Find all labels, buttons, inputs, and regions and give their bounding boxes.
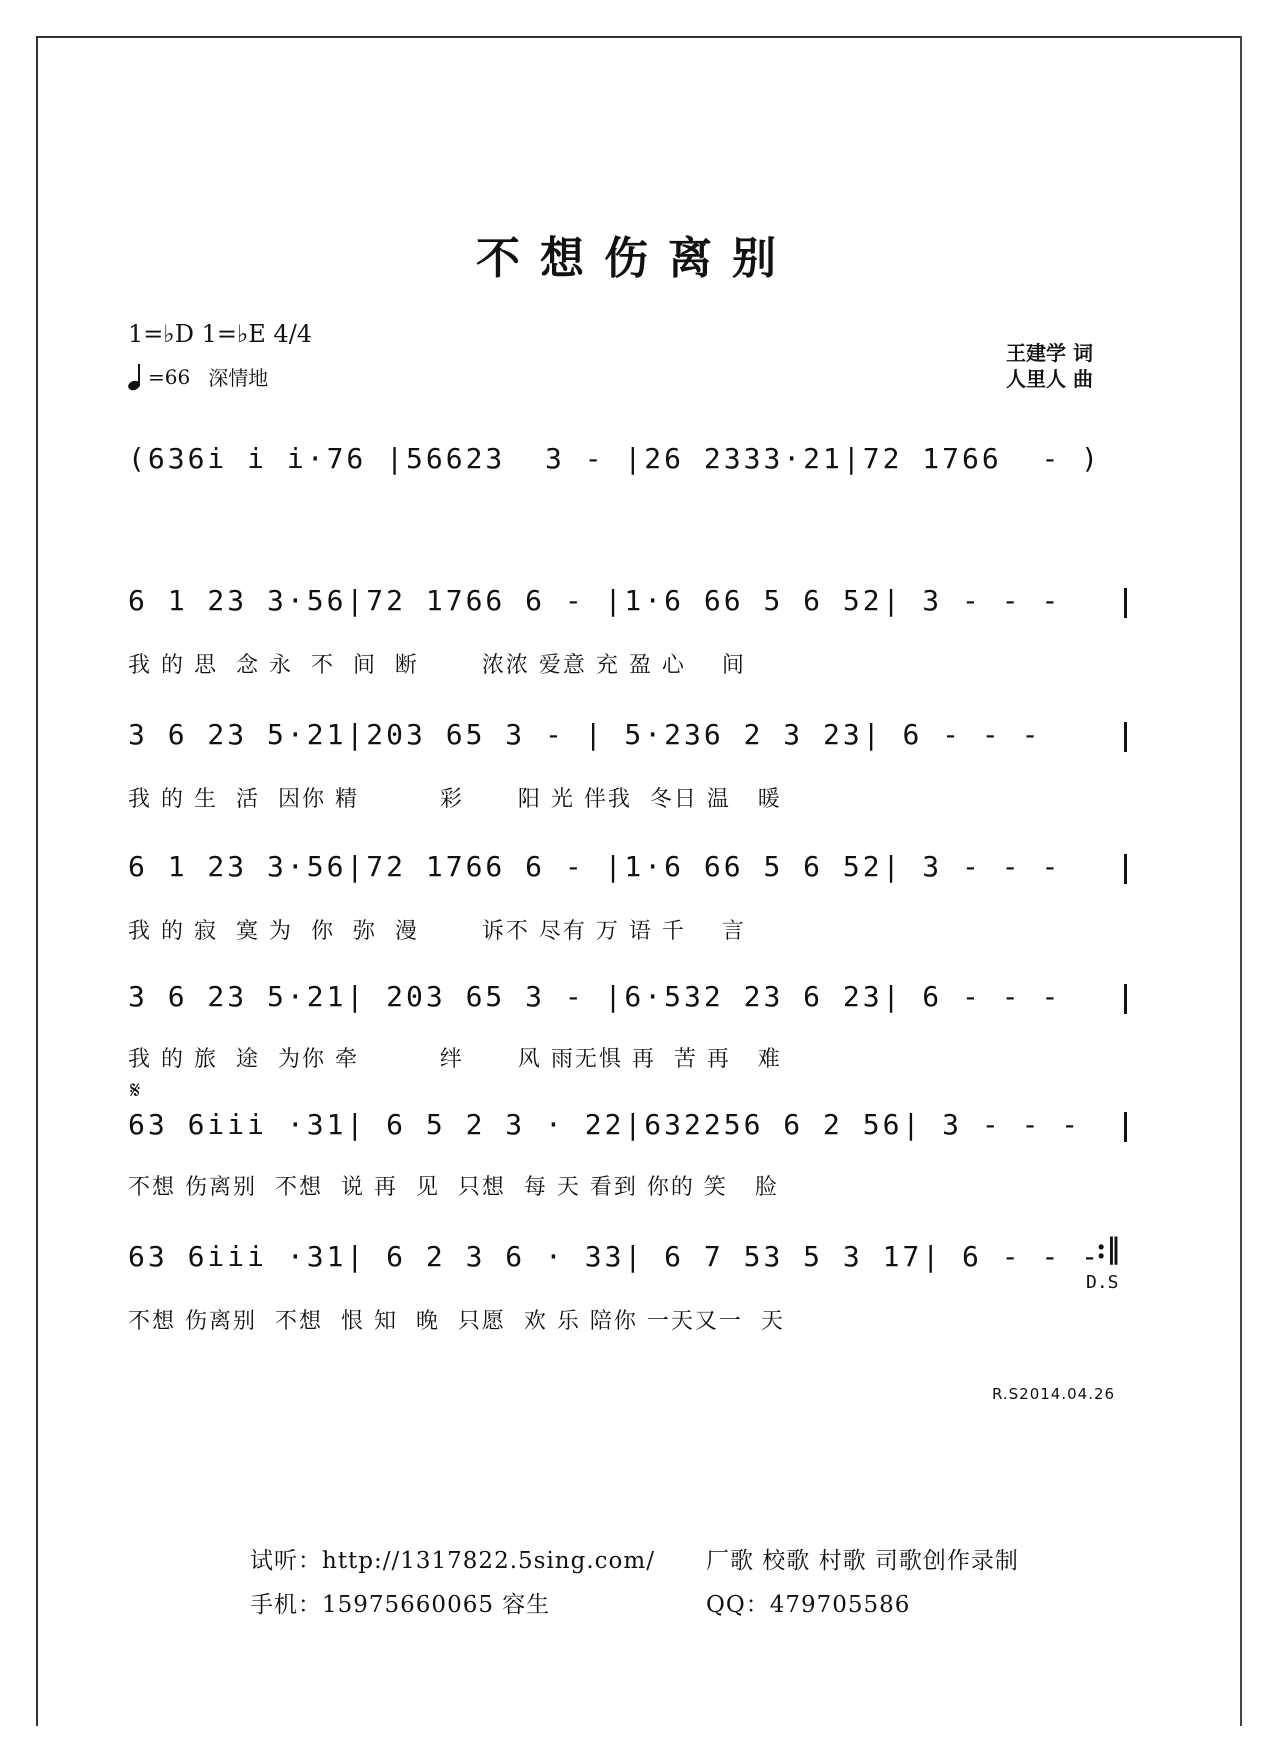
notation-line: 3 6 23 5·21|203 65 3 - | 5·236 2 3 23| 6 - - - [128, 718, 1042, 751]
notation-line: 6 1 23 3·56|72 1766 6 - |1·6 66 5 6 52| 3 - - - [128, 584, 1062, 617]
key-signature: 1=♭D 1=♭E 4/4 [128, 320, 313, 348]
bar-line [1124, 1112, 1127, 1142]
lyrics-line-2: 我 的 生 活 因你 精 彩 阳 光 伴我 冬日 温 暖 [128, 787, 782, 812]
bar-line [1124, 854, 1127, 884]
notation-line: 6 1 23 3·56|72 1766 6 - |1·6 66 5 6 52| 3 - - - [128, 850, 1062, 883]
repeat-sign: :‖ [1096, 1232, 1121, 1265]
score-row-intro [128, 440, 1138, 500]
credits [1006, 340, 1093, 392]
lyrics-line-4: 我 的 旅 途 为你 牵 绊 风 雨无惧 再 苦 再 难 [128, 1047, 782, 1072]
lyrics-line-6: 不想 伤离别 不想 恨 知 晚 只愿 欢 乐 陪你 一天又一 天 [128, 1309, 785, 1334]
expression-mark: 深情地 [208, 366, 269, 390]
bar-line [1124, 984, 1127, 1014]
lyrics-line-1: 我 的 思 念 永 不 间 断 浓浓 爱意 充 盈 心 间 [128, 653, 746, 678]
song-title: 不想伤离别 [476, 233, 796, 284]
score-row-2 [128, 716, 1138, 776]
qq-contact: QQ：479705586 [706, 1592, 911, 1618]
notation-line: 63 6iii ·31| 6 5 2 3 · 22|632256 6 2 56| 3 - - - [128, 1108, 1082, 1141]
phone-contact: 手机：15975660065 容生 [250, 1592, 551, 1618]
quarter-note-icon [128, 364, 144, 390]
notation-line: 3 6 23 5·21| 203 65 3 - |6·532 23 6 23| 6 - - - [128, 980, 1062, 1013]
bar-line [1124, 722, 1127, 752]
page-frame-top [36, 36, 1242, 38]
notation-line: 63 6iii ·31| 6 2 3 6 · 33| 6 7 53 5 3 17| 6 - - - [128, 1240, 1102, 1273]
tempo-marking [128, 362, 268, 391]
tempo-value: =66 [148, 364, 191, 389]
lyricist-credit: 王建学 词 [1006, 341, 1093, 365]
segno-sign: 𝄋 [130, 1076, 141, 1104]
page-frame-left [36, 36, 38, 1726]
score-row-5 [128, 1106, 1138, 1166]
lyrics-line-3: 我 的 寂 寞 为 你 弥 漫 诉不 尽有 万 语 千 言 [128, 919, 746, 944]
score-row-1 [128, 582, 1138, 642]
dal-segno-mark: D.S [1086, 1272, 1119, 1293]
date-stamp: R.S2014.04.26 [992, 1385, 1116, 1403]
production-note: 厂歌 校歌 村歌 司歌创作录制 [706, 1548, 1019, 1574]
bar-line [1124, 588, 1127, 618]
score-row-4 [128, 978, 1138, 1038]
score-row-3 [128, 848, 1138, 908]
lyrics-line-5: 不想 伤离别 不想 说 再 见 只想 每 天 看到 你的 笑 脸 [128, 1175, 779, 1200]
page-frame-right [1240, 36, 1242, 1726]
score-row-6 [128, 1238, 1138, 1298]
composer-credit: 人里人 曲 [1006, 367, 1093, 391]
notation-line: (636i i i·76 |56623 3 - |26 2333·21|72 1766 - ) [128, 442, 1102, 475]
listen-link[interactable]: 试听：http://1317822.5sing.com/ [250, 1548, 655, 1574]
